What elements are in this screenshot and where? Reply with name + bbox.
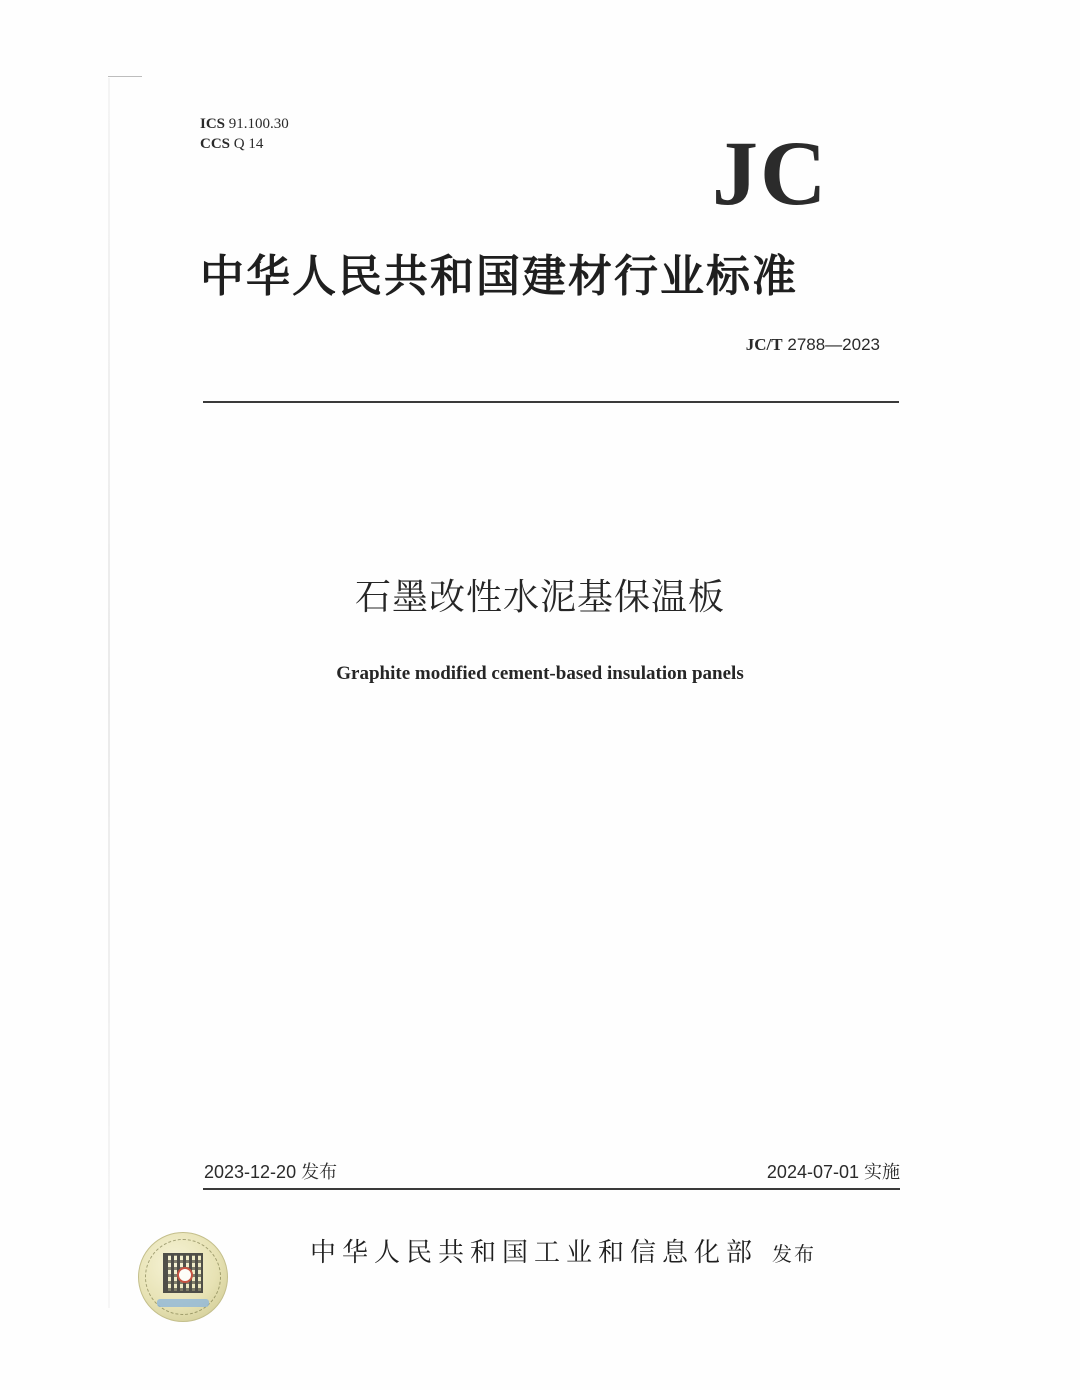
ics-label: ICS (200, 116, 226, 132)
standard-number (746, 335, 880, 355)
ccs-value: Q 14 (233, 136, 264, 152)
classification-codes (200, 114, 289, 154)
scan-edge (108, 78, 110, 1308)
ccs-label: CCS (200, 136, 231, 152)
qr-code-icon (163, 1253, 203, 1293)
document-title-cn: 石墨改性水泥基保温板 (354, 577, 725, 618)
standard-number-value: 2788—2023 (787, 335, 880, 354)
standard-category-title: 中华人民共和国建材行业标准 (200, 251, 798, 302)
scan-mark (108, 76, 142, 77)
seal-band (157, 1299, 209, 1307)
bottom-divider (203, 1188, 900, 1190)
jc-logo: JC (712, 122, 829, 224)
issue-date: 2023-12-20 发布 (204, 1162, 338, 1182)
document-title-en: Graphite modified cement-based insulation panels (336, 663, 744, 684)
publisher-name: 中华人民共和国工业和信息化部 (310, 1238, 759, 1268)
ccs-code (200, 134, 289, 154)
ics-code (200, 114, 289, 134)
top-divider (203, 401, 899, 403)
effective-date: 2024-07-01 实施 (766, 1162, 900, 1182)
standard-prefix: JC/T (745, 335, 783, 354)
ics-value: 91.100.30 (228, 116, 289, 132)
anti-counterfeit-seal-icon (138, 1232, 228, 1322)
publisher-suffix: 发布 (772, 1242, 817, 1266)
publisher (310, 1232, 816, 1269)
